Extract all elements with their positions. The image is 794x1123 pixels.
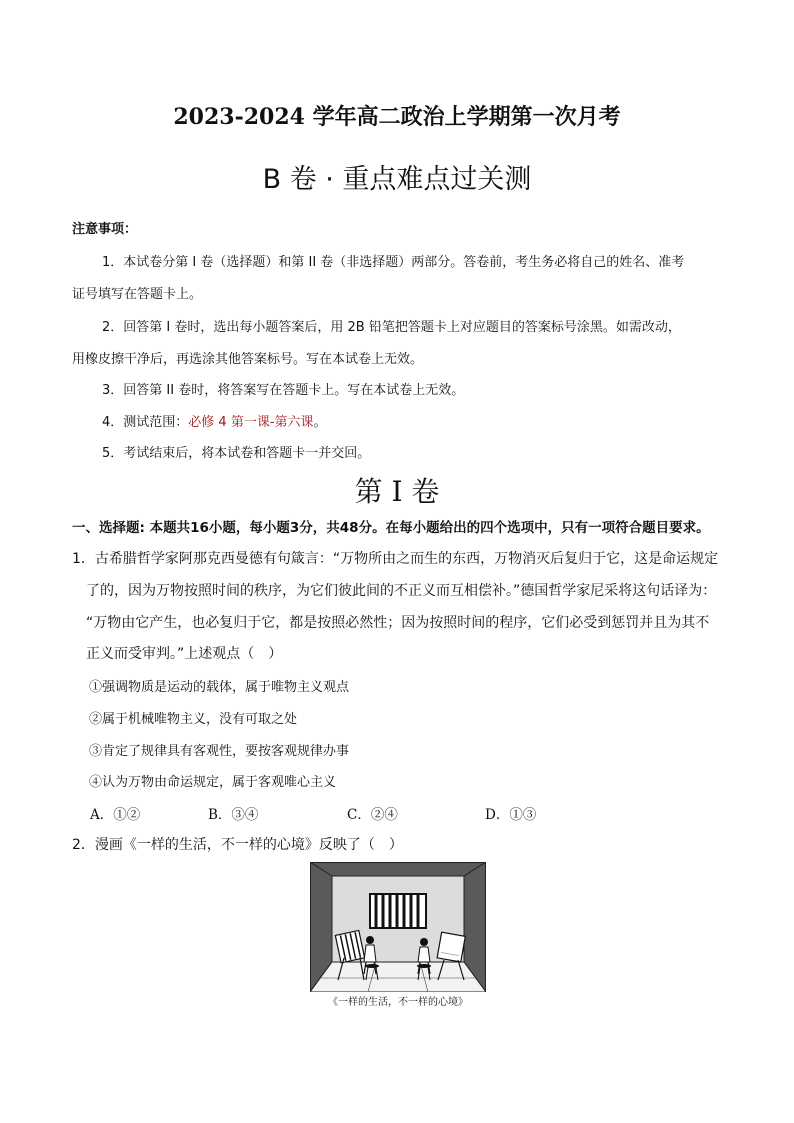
cartoon-drawing: [310, 862, 486, 992]
notice-item-3: 3．回答第 II 卷时，将答案写在答题卡上。写在本试卷上无效。: [102, 383, 465, 398]
cartoon-caption: 《一样的生活，不一样的心境》: [328, 997, 468, 1008]
question-1-line-3: “万物由它产生，也必复归于它，都是按照必然性；因为按照时间的程序，它们必受到惩罚并且为其不: [86, 615, 710, 631]
question-1-choice-c: C．②④: [347, 807, 398, 823]
notice-item-4-prefix: 4．测试范围：: [102, 415, 189, 430]
question-1-line-4: 正义而受审判。”上述观点（ ）: [86, 646, 283, 662]
notice-item-1-line-2: 证号填写在答题卡上。: [72, 287, 203, 302]
notice-item-5: 5．考试结束后，将本试卷和答题卡一并交回。: [102, 446, 371, 461]
question-1-line-1: 1．古希腊哲学家阿那克西曼德有句箴言：“万物所由之而生的东西，万物消灭后复归于它，这是命运规定: [72, 551, 719, 567]
test-range: 必修 4 第一课-第六课: [188, 415, 314, 430]
question-1-line-2: 了的，因为万物按照时间的秩序，为它们彼此间的不正义而互相偿补。”德国哲学家尼采将这句话译为：: [86, 583, 717, 599]
notice-heading: 注意事项：: [72, 222, 138, 237]
section-title: 第 I 卷: [354, 475, 440, 508]
notice-item-4-suffix: 。: [313, 415, 327, 430]
notice-item-1-line-1: 1．本试卷分第 I 卷（选择题）和第 II 卷（非选择题）两部分。答卷前，考生务必将自己的姓名、准考: [102, 255, 685, 270]
page-subtitle: B 卷 · 重点难点过关测: [262, 164, 532, 195]
question-1-statement-2: ②属于机械唯物主义，没有可取之处: [89, 712, 298, 727]
question-2-stem: 2．漫画《一样的生活，不一样的心境》反映了（ ）: [72, 837, 403, 853]
section-description: 一、选择题: 本题共16小题，每小题3分，共48分。在每小题给出的四个选项中，只有一项符合题目要求。: [72, 520, 710, 536]
question-1-choice-a: A．①②: [90, 807, 141, 823]
question-1-statement-1: ①强调物质是运动的载体，属于唯物主义观点: [89, 680, 350, 695]
question-1-choice-b: B．③④: [208, 807, 259, 823]
notice-item-2-line-1: 2．回答第 I 卷时，选出每小题答案后，用 2B 铅笔把答题卡上对应题目的答案标号涂黑。如需改动，: [102, 320, 681, 335]
question-1-statement-4: ④认为万物由命运规定，属于客观唯心主义: [89, 775, 337, 790]
question-1-choice-d: D．①③: [485, 807, 537, 823]
cartoon-image: [310, 862, 486, 992]
page-title: 2023-2024 学年高二政治上学期第一次月考: [173, 104, 621, 130]
notice-item-4: [102, 411, 327, 430]
notice-item-2-line-2: 用橡皮擦干净后，再选涂其他答案标号。写在本试卷上无效。: [72, 352, 424, 367]
question-1-statement-3: ③肯定了规律具有客观性，要按客观规律办事: [89, 744, 350, 759]
